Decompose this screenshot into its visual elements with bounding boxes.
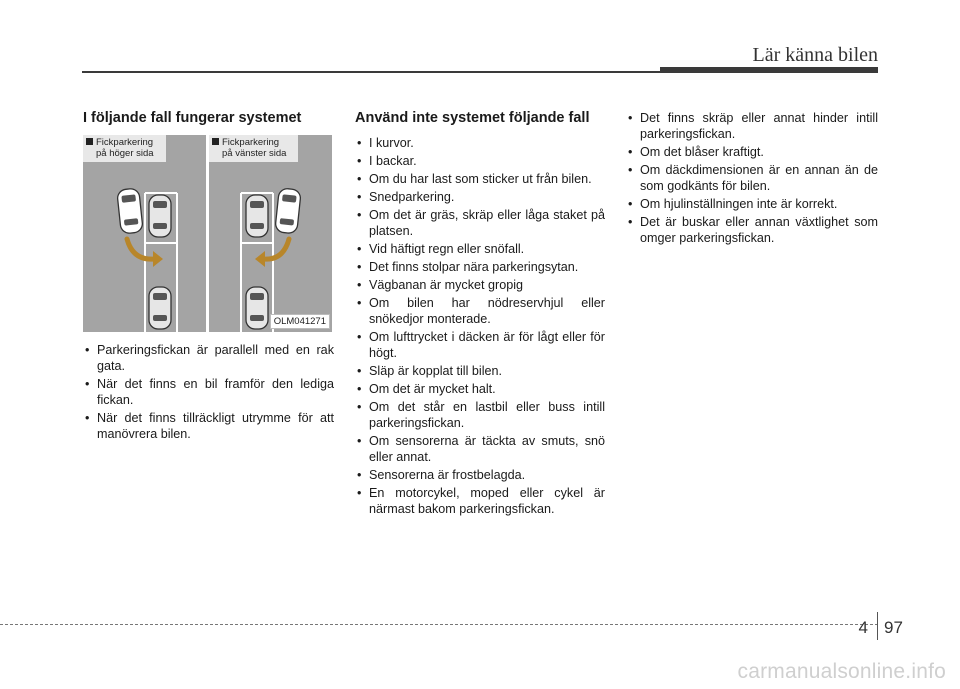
moving-car — [117, 188, 143, 234]
list-item: • Parkeringsfickan är parallell med en rak gata. — [83, 342, 334, 374]
column-2 — [355, 110, 605, 519]
list-item: • Om det står en lastbil eller buss intill parkeringsfickan. — [355, 399, 605, 431]
list-item: • Vägbanan är mycket gropig — [355, 277, 605, 293]
parked-car-front — [149, 195, 171, 237]
list-item: • Om sensorerna är täckta av smuts, snö eller annat. — [355, 433, 605, 465]
list-item: • Om bilen har nödreservhjul eller snökedjor monterade. — [355, 295, 605, 327]
list-item: • Vid häftigt regn eller snöfall. — [355, 241, 605, 257]
page-number-separator — [877, 612, 878, 640]
list-item: • Sensorerna är frostbelagda. — [355, 467, 605, 483]
moving-car — [275, 188, 301, 234]
section2-heading: Använd inte systemet följande fall — [355, 110, 590, 126]
list-item: • Om däckdimensionen är en annan än de som godkänts för bilen. — [626, 162, 878, 194]
section1-list — [83, 342, 334, 442]
section1-heading: I följande fall fungerar systemet — [83, 110, 302, 126]
list-item: • Om det blåser kraftigt. — [626, 144, 878, 160]
square-bullet-icon — [86, 138, 93, 145]
panel-right-side-parking — [83, 135, 206, 332]
scene-left-side — [209, 135, 332, 332]
header-rule-thick — [660, 67, 878, 73]
list-item: • När det finns en bil framför den lediga fickan. — [83, 376, 334, 408]
list-item: • Om lufttrycket i däcken är för lågt eller för högt. — [355, 329, 605, 361]
parked-car-rear — [246, 287, 268, 329]
chapter-number: 4 — [858, 618, 868, 637]
list-item: • Släp är kopplat till bilen. — [355, 363, 605, 379]
list-item: • I backar. — [355, 153, 605, 169]
list-item: • Det är buskar eller annan växtlighet som omger parkeringsfickan. — [626, 214, 878, 246]
header-rule-thin — [82, 71, 660, 73]
panel-left-side-parking — [209, 135, 332, 332]
list-item: • Det finns stolpar nära parkeringsytan. — [355, 259, 605, 275]
square-bullet-icon — [212, 138, 219, 145]
section2-list — [355, 135, 605, 517]
figure-code: OLM041271 — [270, 314, 330, 329]
list-item: • En motorcykel, moped eller cykel är närmast bakom parkeringsfickan. — [355, 485, 605, 517]
watermark: carmanualsonline.info — [737, 660, 946, 683]
list-item: • Snedparkering. — [355, 189, 605, 205]
list-item: • När det finns tillräckligt utrymme för att manövrera bilen. — [83, 410, 334, 442]
column-1 — [83, 110, 334, 444]
label-left-side: Fickparkering på vänster sida — [209, 135, 298, 162]
section3-list — [626, 110, 878, 246]
page-number: 97 — [884, 618, 903, 637]
list-item: • Om det är gräs, skräp eller låga staket på platsen. — [355, 207, 605, 239]
scene-right-side — [83, 135, 206, 332]
label-right-side: Fickparkering på höger sida — [83, 135, 166, 162]
list-item: • I kurvor. — [355, 135, 605, 151]
column-3 — [626, 110, 878, 248]
footer-rule — [0, 624, 878, 625]
header-title: Lär känna bilen — [752, 44, 878, 66]
list-item: • Om du har last som sticker ut från bilen. — [355, 171, 605, 187]
list-item: • Om hjulinställningen inte är korrekt. — [626, 196, 878, 212]
list-item: • Det finns skräp eller annat hinder intill parkeringsfickan. — [626, 110, 878, 142]
parked-car-front — [246, 195, 268, 237]
parking-illustration — [83, 135, 334, 332]
list-item: • Om det är mycket halt. — [355, 381, 605, 397]
parked-car-rear — [149, 287, 171, 329]
